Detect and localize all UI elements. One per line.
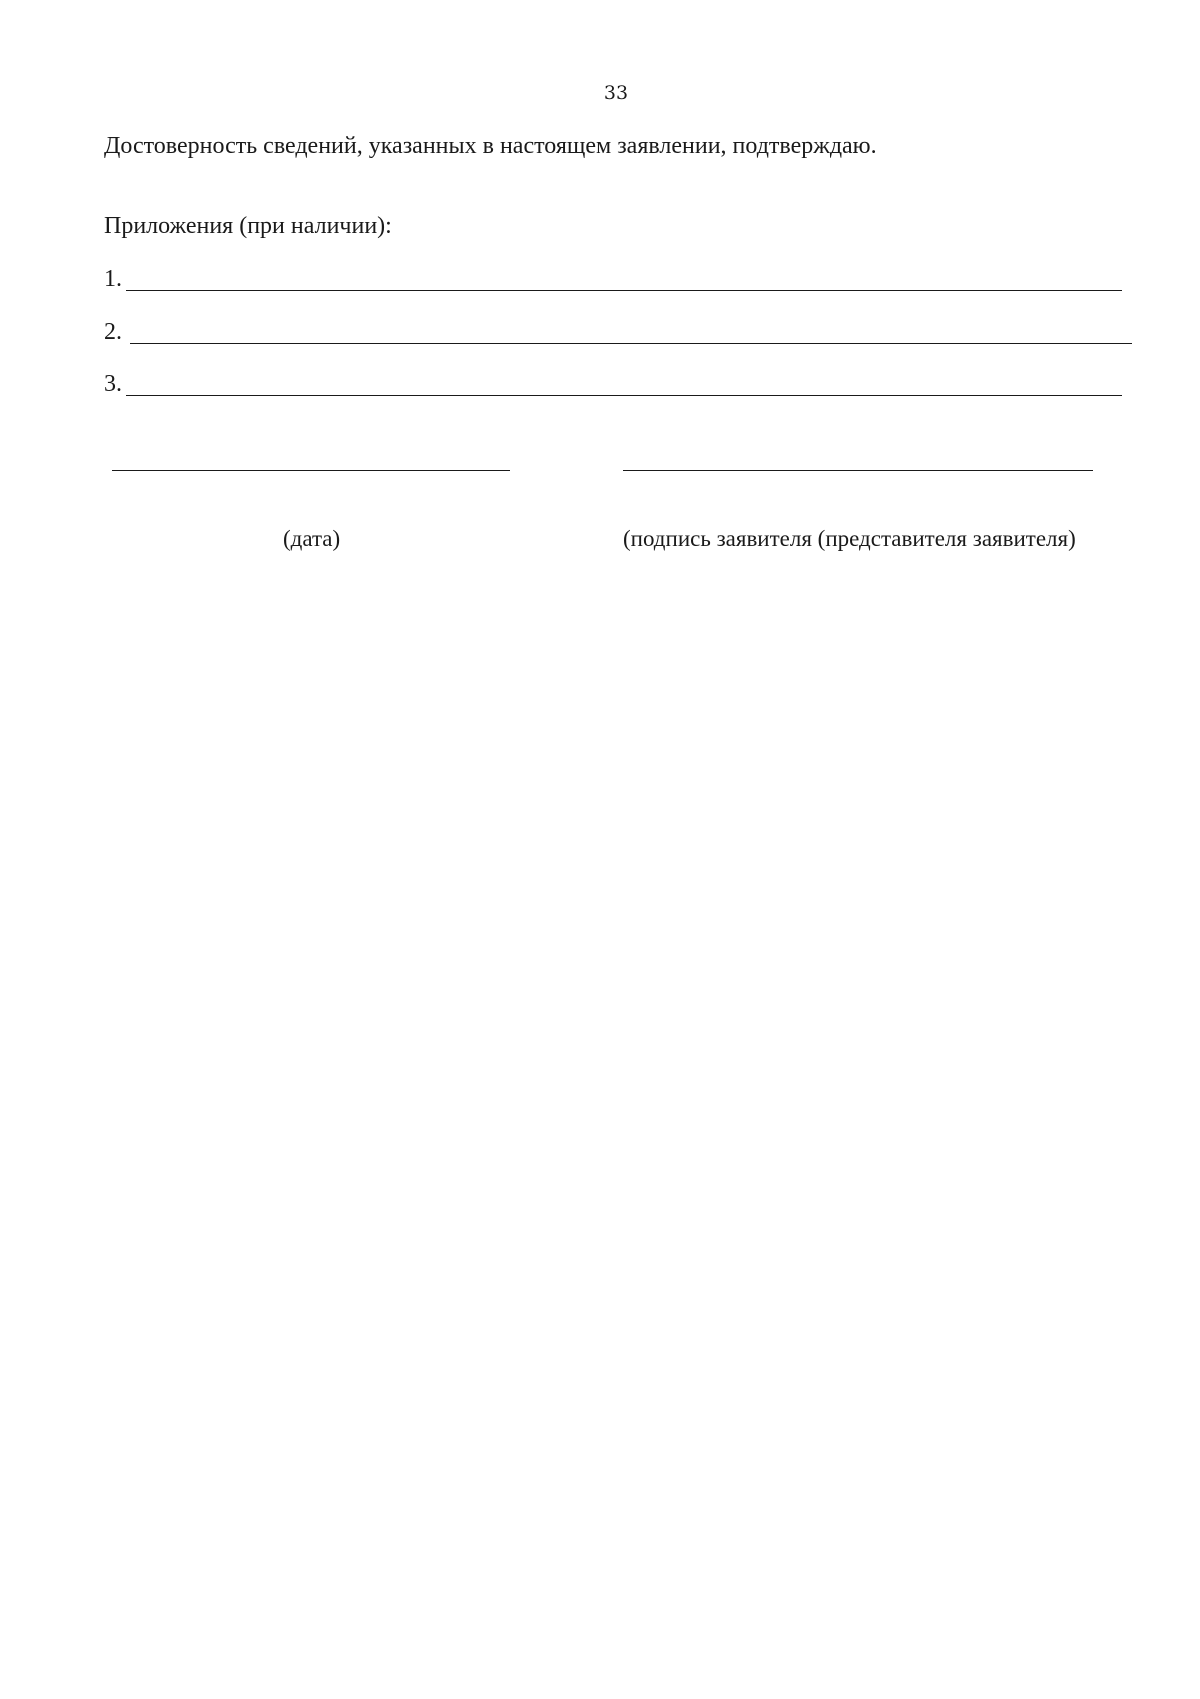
attachment-item (104, 317, 1134, 347)
date-caption: (дата) (283, 526, 341, 551)
attachment-number: 1. (104, 266, 122, 292)
attachment-item (104, 264, 1124, 294)
attachment-blank-line[interactable] (130, 343, 1132, 344)
confirmation-statement: Достоверность сведений, указанных в настоящем заявлении, подтверждаю. (104, 133, 877, 159)
attachments-heading: Приложения (при наличии): (104, 213, 392, 239)
attachment-number: 3. (104, 371, 122, 397)
date-line[interactable] (112, 470, 510, 471)
attachment-blank-line[interactable] (126, 290, 1122, 291)
attachment-number: 2. (104, 319, 122, 345)
page-number: 33 (603, 82, 629, 104)
attachment-blank-line[interactable] (126, 395, 1122, 396)
attachment-item (104, 369, 1124, 399)
signature-caption: (подпись заявителя (представителя заявителя) (623, 526, 1076, 551)
signature-line[interactable] (623, 470, 1093, 471)
